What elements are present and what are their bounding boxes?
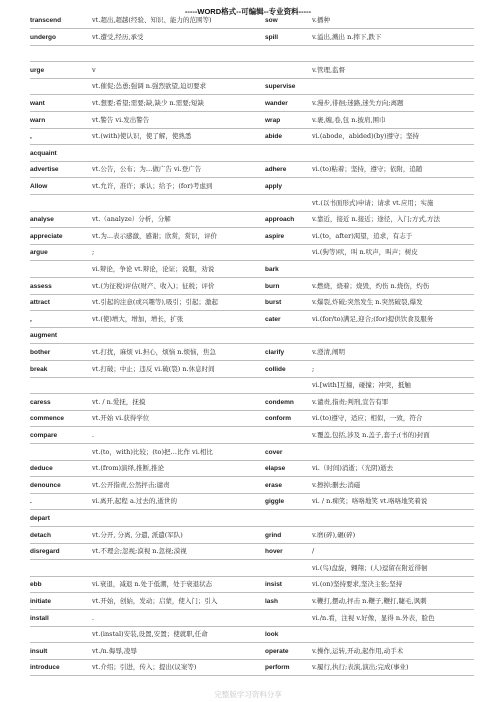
row-divider xyxy=(30,327,474,328)
headword-left: bother xyxy=(30,349,51,356)
row-divider xyxy=(30,493,474,494)
definition-right: vi. / n.痴笑；咯咯地笑 vt.咯咯地笑着说 xyxy=(312,497,428,506)
row-divider xyxy=(30,360,474,361)
definition-left: vt.不理会;忽视;漠视 n.忽视;漠视 xyxy=(92,547,187,556)
row-divider xyxy=(30,94,474,95)
row-divider xyxy=(30,526,474,527)
definition-left: vt.警告 vi.发出警告 xyxy=(92,115,150,124)
headword-right: abide xyxy=(265,133,282,141)
definition-right: v.鞭打,摆动,抨击 n.鞭子,鞭打,睫毛,讽刺 xyxy=(312,597,427,605)
definition-left: vt.(为征税)评估(财产、收入)；征税；评价 xyxy=(92,281,215,290)
headword-left: introduce xyxy=(30,664,60,672)
definition-right: v.管理,监督 xyxy=(312,65,346,74)
headword-right: conform xyxy=(265,415,291,423)
row-divider xyxy=(30,78,474,79)
row-divider xyxy=(30,460,474,461)
definition-right: vi.(to，after)渴望，追求，有志于 xyxy=(312,231,413,240)
definition-left: vt.打破；中止；违反 vi.破(裂) n.休息时间 xyxy=(92,364,215,373)
definition-right: v.漫步,徘徊;迷路,迷失方向;离题 xyxy=(312,99,404,107)
headword-right: clarify xyxy=(265,349,285,356)
row-divider xyxy=(30,61,474,62)
headword-right: elapse xyxy=(265,465,286,473)
definition-right: v.擦掉;删去;消磁 xyxy=(312,480,361,489)
definition-left: vt.(instal)安装,设置,安置；使就职,任命 xyxy=(92,630,208,639)
headword-right: aspire xyxy=(265,232,285,240)
row-divider xyxy=(30,592,474,593)
headword-left: attract xyxy=(30,299,50,307)
definition-right: / xyxy=(312,547,315,556)
headword-left: compare xyxy=(30,432,58,439)
definition-left: vt.（analyze）分析，分解 xyxy=(92,215,171,224)
definition-left: . xyxy=(92,431,95,439)
headword-right: insist xyxy=(265,581,282,589)
headword-right: hover xyxy=(265,548,283,556)
row-divider xyxy=(30,576,474,577)
definition-left: vt.打扰，麻烦 vi.担心，烦恼 n.烦恼，焦急 xyxy=(92,348,217,356)
row-divider xyxy=(30,45,474,46)
headword-left: augment xyxy=(30,332,58,340)
definition-right: vi.(abode，abided)(by)遵守；坚持 xyxy=(312,132,420,141)
row-divider xyxy=(30,426,474,427)
document-footer: 完整版学习资料分享 xyxy=(214,690,282,699)
row-divider xyxy=(30,559,474,560)
definition-left: vt.引起的注意(或兴趣等),吸引；引起；激起 xyxy=(92,298,218,307)
headword-right: erase xyxy=(265,481,282,489)
row-divider xyxy=(30,128,474,129)
headword-left: acquaint xyxy=(30,149,57,157)
definition-left: vt.分开, 分离, 分遣, 派遣(军队) xyxy=(92,530,183,539)
headword-left: want xyxy=(30,100,45,107)
headword-left: denounce xyxy=(30,481,61,489)
headword-left: ebb xyxy=(30,581,42,589)
row-divider xyxy=(30,443,474,444)
headword-left: warn xyxy=(30,116,46,124)
headword-right: approach xyxy=(265,216,295,224)
definition-left: vt.(使)增大，增加，增长，扩张 xyxy=(92,314,184,323)
headword-left: analyse xyxy=(30,216,54,224)
headword-left: appreciate xyxy=(30,232,63,240)
row-divider xyxy=(30,260,474,261)
row-divider xyxy=(30,393,474,394)
definition-right: vi.（时间)消逝；（光阴)逝去 xyxy=(312,464,394,473)
definition-left: . xyxy=(92,613,95,622)
definition-left: vt.(with)使认识，使了解，使熟悉 xyxy=(92,132,192,141)
headword-right: adhere xyxy=(265,166,287,174)
definition-left: vt.超出,超越(经验、知识、能力的范围等) xyxy=(92,16,212,24)
definition-right: v.谴责,指责;判刑,宣告有罪 xyxy=(312,397,389,406)
definition-right: v.澄清,阐明 xyxy=(312,348,346,356)
row-divider xyxy=(30,642,474,643)
definition-right: v.燃烧，烧着；烧毁，灼伤 n.烧伤，灼伤 xyxy=(312,281,430,290)
definition-left: vt.为...表示感激，感谢；欣赏，赏识，评价 xyxy=(92,231,218,240)
headword-left: initiate xyxy=(30,598,51,605)
definition-right: v.磨(碎),碾(碎) xyxy=(312,530,356,539)
headword-left: break xyxy=(30,365,48,373)
definition-right: v.操作,运转,开动,起作用,动手术 xyxy=(312,646,404,655)
headword-right: look xyxy=(265,631,279,639)
headword-right: operate xyxy=(265,647,289,655)
row-divider xyxy=(30,543,474,544)
row-divider xyxy=(30,227,474,228)
definition-left: v xyxy=(92,65,96,74)
headword-left: commence xyxy=(30,415,64,423)
definition-right: vi.(鸟)盘旋，翱翔；(人)逗留在附近徘徊 xyxy=(312,563,428,572)
headword-left: disregard xyxy=(30,548,60,556)
row-divider xyxy=(30,28,474,29)
headword-right: bark xyxy=(265,266,279,273)
row-divider xyxy=(30,211,474,212)
row-divider xyxy=(30,144,474,145)
row-divider xyxy=(30,277,474,278)
definition-right: v.溢出,溅出 n.摔下,跌下 xyxy=(312,32,382,41)
row-divider xyxy=(30,177,474,178)
headword-right: cover xyxy=(265,448,283,456)
row-divider xyxy=(30,244,474,245)
definition-left: vt.开始，创始，发动；启蒙，使入门；引入 xyxy=(92,597,218,605)
document-header: -----WORD格式--可编辑--专业资料----- xyxy=(184,7,312,16)
definition-right: vi.[with]互撞，碰撞；冲突，抵触 xyxy=(312,381,411,390)
definition-right: vt.(以书面形式)申请；请求 vt.应用；实施 xyxy=(312,198,434,207)
definition-left: vi.离开,起程 a.过去的,逝世的 xyxy=(92,497,177,506)
headword-left: urge xyxy=(30,66,45,74)
headword-left: transcend xyxy=(30,17,62,24)
row-divider xyxy=(30,310,474,311)
definition-right: vi.(for/to)满足,迎合;(for)提供饮食及服务 xyxy=(312,314,434,323)
headword-left: caress xyxy=(30,398,51,406)
definition-left: vt. / n.爱抚，抚摸 xyxy=(92,397,146,406)
row-divider xyxy=(30,410,474,411)
headword-left: deduce xyxy=(30,465,53,473)
definition-right: v.覆盖,包括,涉及 n.盖子,套子;(书的)封面 xyxy=(312,431,430,439)
headword-left: . xyxy=(30,498,32,506)
definition-right: v.裹,缠,卷,包 n.披肩,围巾 xyxy=(312,115,386,124)
headword-right: collide xyxy=(265,365,286,373)
definition-right: vi.(狗等)吠，叫 n.吠声，叫声；树皮 xyxy=(312,248,418,257)
definition-right: vi.(to)粘着；坚持，遵守；依附，追随 xyxy=(312,165,423,174)
definition-left: ; xyxy=(92,248,95,257)
headword-left: insult xyxy=(30,647,48,655)
headword-right: sow xyxy=(265,17,278,24)
headword-left: argue xyxy=(30,249,48,257)
vocabulary-table xyxy=(0,16,496,688)
headword-left: undergo xyxy=(30,33,56,41)
row-divider xyxy=(30,343,474,344)
definition-left: vt.允许，准许；承认；给予；(for)考虑到 xyxy=(92,182,213,190)
headword-left: Allow xyxy=(30,183,48,190)
definition-right: vi.(on)坚持要求,坚决主张;坚持 xyxy=(312,580,403,589)
headword-right: burn xyxy=(265,282,280,290)
definition-left: vt.(to，with)比较；(to)把…比作 vi.相比 xyxy=(92,447,213,456)
headword-left: detach xyxy=(30,531,51,539)
row-divider xyxy=(30,659,474,660)
definition-left: vt.公开指责,公然抨击;谴责 xyxy=(92,480,170,489)
row-divider xyxy=(30,476,474,477)
headword-right: grind xyxy=(265,531,282,539)
definition-left: vi.辩论，争论 vt.辩论，论证；说服，劝说 xyxy=(92,265,215,273)
row-divider xyxy=(30,509,474,510)
definition-right: v.爆裂,炸破;突然发生 n.突然破裂,爆发 xyxy=(312,298,423,307)
row-divider xyxy=(30,194,474,195)
headword-left: advertise xyxy=(30,166,59,174)
definition-right: v.播种 xyxy=(312,16,330,24)
row-divider xyxy=(30,161,474,162)
row-divider xyxy=(30,377,474,378)
definition-left: vt.想要;希望;需要;缺,缺少 n.需要;短缺 xyxy=(92,99,204,107)
headword-left: , xyxy=(30,133,32,141)
row-divider xyxy=(30,626,474,627)
definition-right: vi.(to)遵守，适应；相似，一致，符合 xyxy=(312,414,423,423)
definition-right: v.履行,执行;表演,演出;完成(事业) xyxy=(312,663,409,672)
headword-right: apply xyxy=(265,183,282,190)
row-divider xyxy=(30,609,474,610)
headword-right: cater xyxy=(265,315,281,323)
headword-right: wander xyxy=(265,100,288,107)
definition-left: vt.催促;怂恿;强调 n.强烈欲望,迫切要求 xyxy=(92,82,207,91)
headword-left: depart xyxy=(30,515,50,522)
definition-right: vi./n.看，注视 v.好像，显得 n.外表，脸色 xyxy=(312,613,435,622)
headword-left: assess xyxy=(30,282,52,290)
definition-left: vi.衰退，减退 n.处于低潮，处于衰退状态 xyxy=(92,580,213,589)
definition-left: vt.遭受,经历,承受 xyxy=(92,32,144,41)
definition-left: vt.(from)演绎,推断,推论 xyxy=(92,464,165,473)
headword-left: install xyxy=(30,614,49,622)
headword-right: wrap xyxy=(265,116,281,124)
row-divider xyxy=(30,111,474,112)
row-divider xyxy=(30,294,474,295)
definition-right: ; xyxy=(312,364,315,373)
headword-left: , xyxy=(30,315,32,323)
definition-left: vt.介绍；引进，传入；提出(议案等) xyxy=(92,663,197,672)
headword-right: condemn xyxy=(265,398,294,406)
definition-left: vt.开始 vi.获得学位 xyxy=(92,414,150,423)
headword-right: lash xyxy=(265,598,279,605)
row-divider xyxy=(30,675,474,676)
headword-right: perform xyxy=(265,664,290,672)
definition-left: vt.公告，公布；为…做广告 vi.登广告 xyxy=(92,165,202,174)
definition-right: v.靠近，接近 n.接近；途径，入门;方式,方法 xyxy=(312,215,441,224)
headword-right: giggle xyxy=(265,498,285,506)
headword-right: burst xyxy=(265,299,282,307)
headword-right: supervise xyxy=(265,83,296,91)
headword-right: spill xyxy=(265,33,279,41)
definition-left: vt./n.侮辱,凌辱 xyxy=(92,646,137,655)
